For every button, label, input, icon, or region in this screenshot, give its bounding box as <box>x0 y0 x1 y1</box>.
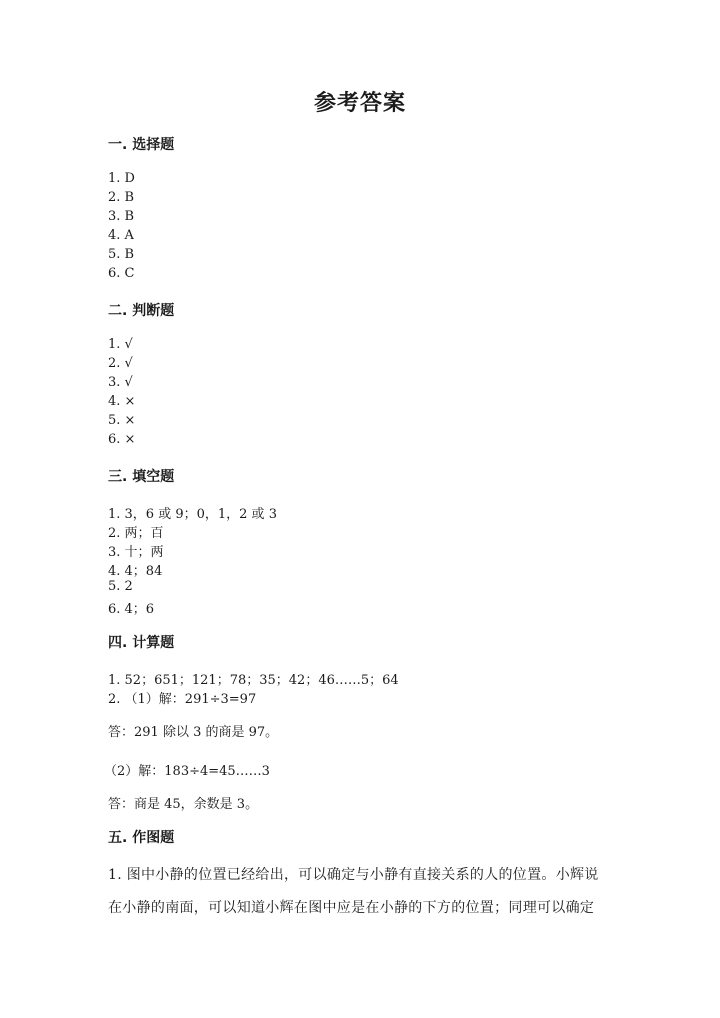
choice-answer-2: 2. B <box>108 190 135 205</box>
draw-answer-line-1: 1. 图中小静的位置已经给出，可以确定与小静有直接关系的人的位置。小辉说 <box>108 867 599 883</box>
fill-answer-6: 6. 4；6 <box>108 602 155 617</box>
calc-answer-1: 1. 52；651；121；78；35；42；46……5；64 <box>108 673 399 688</box>
judge-answer-5: 5. × <box>108 413 136 428</box>
choice-answer-5: 5. B <box>108 247 135 262</box>
judge-answer-4: 4. × <box>108 394 136 409</box>
choice-answer-4: 4. A <box>108 228 134 243</box>
section-fill-heading: 三. 填空题 <box>108 469 175 485</box>
section-judge-heading: 二. 判断题 <box>108 303 175 319</box>
judge-answer-6: 6. × <box>108 432 136 447</box>
judge-answer-3: 3. √ <box>108 375 133 390</box>
choice-answer-1: 1. D <box>108 171 135 186</box>
calc-answer-2-conclusion: 答：291 除以 3 的商是 97。 <box>108 725 279 740</box>
calc-answer-2-part2: （2）解：183÷4=45……3 <box>104 764 270 779</box>
calc-answer-2-part2-conclusion: 答：商是 45，余数是 3。 <box>108 797 259 812</box>
fill-answer-3: 3. 十；两 <box>108 545 164 560</box>
page-title: 参考答案 <box>313 91 406 116</box>
section-draw-heading: 五. 作图题 <box>108 830 175 846</box>
judge-answer-2: 2. √ <box>108 356 133 371</box>
choice-answer-3: 3. B <box>108 209 135 224</box>
fill-answer-1: 1. 3，6 或 9；0，1，2 或 3 <box>108 507 277 522</box>
draw-answer-line-2: 在小静的南面，可以知道小辉在图中应是在小静的下方的位置；同理可以确定 <box>108 900 595 916</box>
judge-answer-1: 1. √ <box>108 337 133 352</box>
choice-answer-6: 6. C <box>108 266 135 281</box>
fill-answer-4: 4. 4；84 <box>108 564 163 579</box>
fill-answer-2: 2. 两；百 <box>108 526 164 541</box>
calc-answer-2: 2. （1）解：291÷3=97 <box>108 692 257 707</box>
section-calc-heading: 四. 计算题 <box>108 635 175 651</box>
fill-answer-5: 5. 2 <box>108 579 133 594</box>
section-choice-heading: 一. 选择题 <box>108 137 175 153</box>
